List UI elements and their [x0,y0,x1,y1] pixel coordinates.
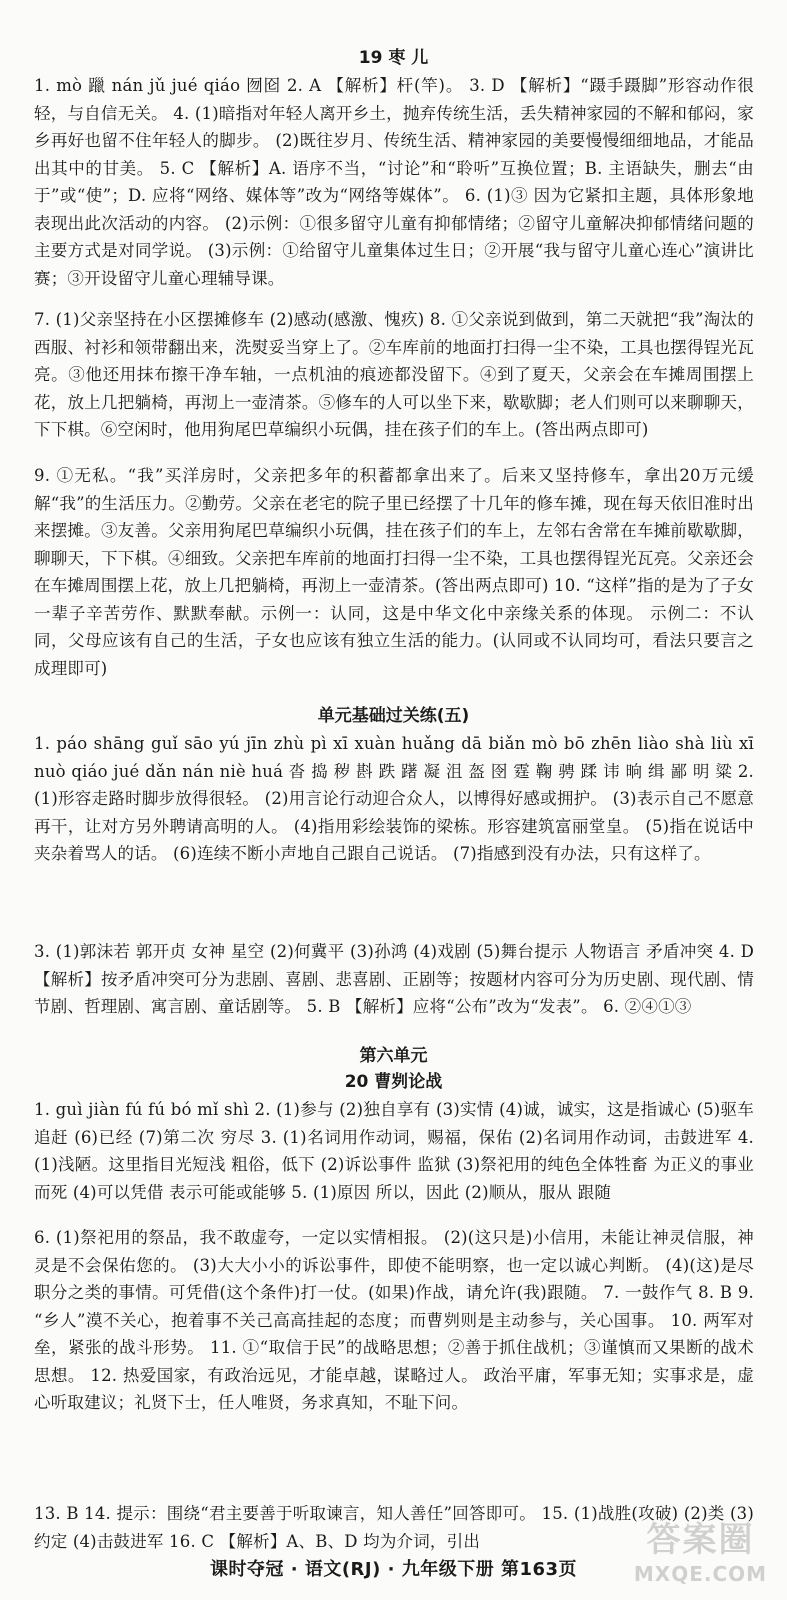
lesson-19-answers-9-10: 9. ①无私。“我”买洋房时，父亲把多年的积蓄都拿出来了。后来又坚持修车，拿出20万元缓解“我”的生活压力。②勤劳。父亲在老宅的院子里已经摆了十几年的修车摊，现在每天依旧准时出来摆摊。③友善。父亲用狗尾巴草编织小玩偶，挂在孩子们的车上，左邻右舍常在车摊前歇歇脚，聊聊天，下下棋。④细致。父亲把车库前的地面打扫得一尘不染，工具也摆得锃光瓦亮。父亲还会在车摊周围摆上花，放上几把躺椅，再沏上一壶清茶。(答出两点即可) 10. “这样”指的是为了子女一辈子辛苦劳作、默默奉献。示例一：认同，这是中华文化中亲缘关系的体现。 示例二：不认同，父母应该有自己的生活，子女也应该有独立生活的能力。(认同或不认同均可，看法只要言之成理即可) [34,466,754,678]
watermark-logo: 答案圈 [646,1520,755,1560]
unit-review-answers-1-2: 1. páo shāng guǐ sāo yú jīn zhù pì xī xuàn huǎng dā biǎn mò bō zhēn liào shà liù xī nuò qiáo jué dǎn nán niè huá 沓 捣 秽 斟 跌 躇 凝 沮 盔 囹 霆 鞠 骋 蹂 讳 晌 缉 鄙 明 粱 2. (1)形容走路时脚步放得很轻。 (2)用言论行动迎合众人，以博得好感或拥护。 (3)表示自己不愿意再干，让对方另外聘请高明的人。 (4)指用彩绘装饰的梁栋。形容建筑富丽堂皇。 (5)指在说话中夹杂着骂人的话。 (6)连续不断小声地自己跟自己说话。 (7)指感到没有办法，只有这样了。 [34,734,754,863]
lesson-20-answers-6-12: 6. (1)祭祀用的祭品，我不敢虚夸，一定以实情相报。 (2)(这只是)小信用，未能让神灵信服，神灵是不会保佑您的。 (3)大大小小的诉讼事件，即使不能明察，也一定以诚心判断。 (4)(这)是尽职分之类的事情。可凭借(这个条件)打一仗。(如果)作战，请允许(我)跟随。 7. 一鼓作气 8. B 9. “乡人”漠不关心，抱着事不关己高高挂起的态度；而曹刿则是主动参与，关心国事。 10. 两军对垒，紧张的战斗形势。 11. ①“取信于民”的战略思想；②善于抓住战机；③谨慎而又果断的战术思想。 12. 热爱国家，有政治远见，才能卓越，谋略过人。 政治平庸，军事无知；实事求是，虚心听取建议；礼贤下士，任人唯贤，务求真知，不耻下问。 [34,1228,754,1412]
page-footer: 课时夺冠 · 语文(RJ) · 九年级下册 第163页 [209,1559,578,1580]
unit-review-answers-3-6: 3. (1)郭沫若 郭开贞 女神 星空 (2)何冀平 (3)孙鸿 (4)戏剧 (5)舞台提示 人物语言 矛盾冲突 4. D 【解析】按矛盾冲突可分为悲剧、喜剧、悲喜剧、正剧等；按题材内容可分为历史剧、现代剧、情节剧、哲理剧、寓言剧、童话剧等。 5. B 【解析】应将“公布”改为“发表”。 6. ②④①③ [34,942,754,1016]
section-title-lesson-20: 20 曹刿论战 [344,1072,443,1092]
section-title-unit-6: 第六单元 [359,1046,428,1066]
watermark-url: MXQE.COM [633,1562,768,1586]
site-watermark [618,1518,783,1596]
lesson-20-answers-1-5: 1. guì jiàn fú fú bó mǐ shì 2. (1)参与 (2)独自享有 (3)实情 (4)诚，诚实，这是指诚心 (5)驱车追赶 (6)已经 (7)第二次 穷尽 3. (1)名词用作动词，赐福，保佑 (2)名词用作动词，击鼓进军 4. (1)浅陋。这里指目光短浅 粗俗，低下 (2)诉讼事件 监狱 (3)祭祀用的纯色全体牲畜 为正义的事业而死 (4)可以凭借 表示可能或能够 5. (1)原因 所以，因此 (2)顺从，服从 跟随 [34,1100,754,1202]
lesson-19-answers-1-6: 1. mò 躐 nán jǔ jué qiáo 囫囵 2. A 【解析】杆(竿)。 3. D 【解析】“蹑手蹑脚”形容动作很轻，与自信无关。 4. (1)暗指对年轻人离开乡土，抛弃传统生活，丢失精神家园的不解和郁闷，家乡再好也留不住年轻人的脚步。 (2)既往岁月、传统生活、精神家园的美要慢慢细细地品，才能品出其中的甘美。 5. C 【解析】A. 语序不当，“讨论”和“聆听”互换位置；B. 主语缺失，删去“由于”或“使”；D. 应将“网络、媒体等”改为“网络等媒体”。 6. (1)③ 因为它紧扣主题，具体形象地表现出此次活动的内容。 (2)示例：①很多留守儿童有抑郁情绪；②留守儿童解决抑郁情绪问题的主要方式是对同学说。 (3)示例：①给留守儿童集体过生日；②开展“我与留守儿童心连心”演讲比赛；③开设留守儿童心理辅导课。 [34,76,754,288]
section-title-unit-review-5: 单元基础过关练(五) [317,706,470,726]
section-title-lesson-19: 19 枣 儿 [358,48,429,68]
lesson-20-answers-13-16: 13. B 14. 提示：围绕“君主要善于听取谏言，知人善任”回答即可。 15. (1)战胜(攻破) (2)类 (3)约定 (4)击鼓进军 16. C 【解析】A、B、D 均为介词，引出 [34,1504,754,1551]
lesson-19-answers-7-8: 7. (1)父亲坚持在小区摆摊修车 (2)感动(感激、愧疚) 8. ①父亲说到做到，第二天就把“我”淘汰的西服、衬衫和领带翻出来，洗熨妥当穿上了。②车库前的地面打扫得一尘不染，工具也摆得锃光瓦亮。③他还用抹布擦干净车轴，一点机油的痕迹都没留下。④到了夏天，父亲会在车摊周围摆上花，放上几把躺椅，再沏上一壶清茶。⑤修车的人可以坐下来，歇歇脚；老人们则可以来聊聊天，下下棋。⑥空闲时，他用狗尾巴草编织小玩偶，挂在孩子们的车上。(答出两点即可) [34,310,754,439]
